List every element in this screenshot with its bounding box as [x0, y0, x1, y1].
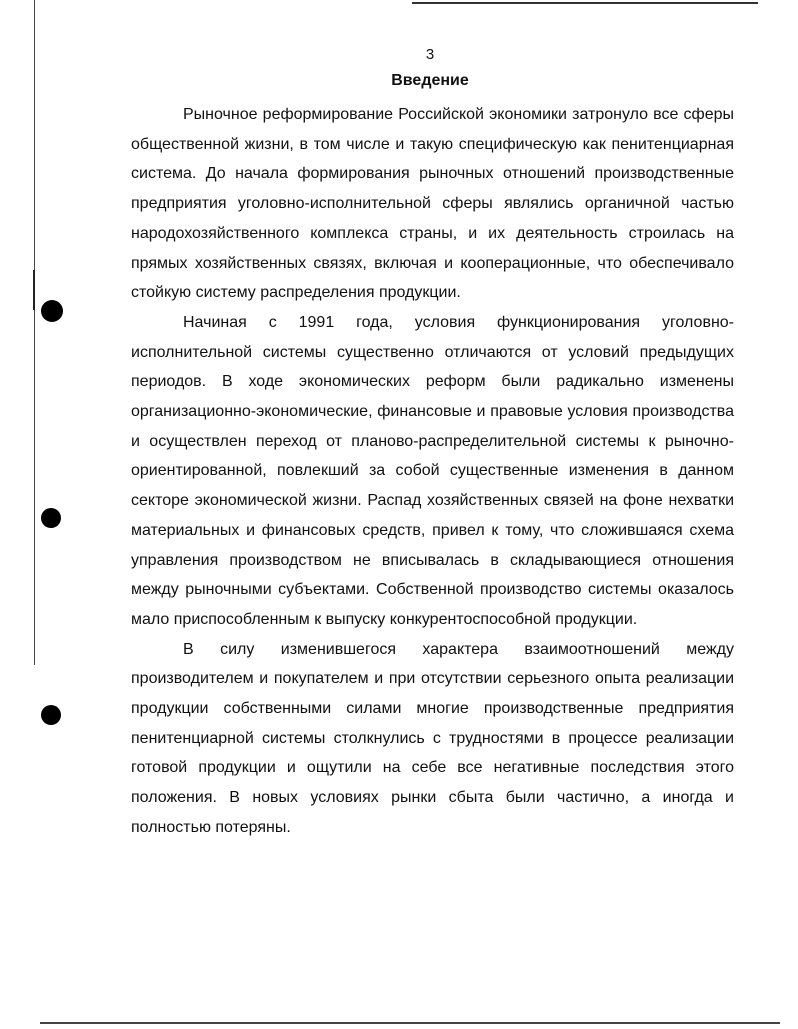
- body-text: [131, 100, 734, 843]
- section-heading: Введение: [391, 72, 469, 89]
- paragraph-2: Начиная с 1991 года, условия функционирования уголовно-исполнительной системы существенно отличаются от условий предыдущих периодов. В ходе экономических реформ были радикально изменены организационно-экономические, финансовые и правовые условия производства и осуществлен переход от планово-распределительной системы к рыночно-ориентированной, повлекший за собой существенные изменения в данном секторе экономической жизни. Распад хозяйственных связей на фоне нехватки материальных и финансовых средств, привел к тому, что сложившаяся схема управления производством не вписывалась в складывающиеся отношения между рыночными субъектами. Собственной производство системы оказалось мало приспособленным к выпуску конкурентоспособной продукции.: [131, 313, 734, 628]
- binder-hole-middle: [41, 508, 61, 528]
- page-number: 3: [425, 46, 435, 63]
- paragraph-1: Рыночное реформирование Российской экономики затронуло все сферы общественной жизни, в том числе и такую специфическую как пенитенциарная система. До начала формирования рыночных отношений производственные предприятия уголовно-исполнительной сферы являлись органичной частью народохозяйственного комплекса страны, и их деятельность строилась на прямых хозяйственных связях, включая и кооперационные, что обеспечивало стойкую систему распределения продукции.: [131, 106, 734, 302]
- binder-hole-bottom: [41, 705, 61, 725]
- scan-left-edge-mark: [33, 270, 35, 310]
- scan-left-edge-line: [34, 0, 35, 665]
- binder-hole-top: [41, 300, 63, 322]
- paragraph-3: В силу изменившегося характера взаимоотношений между производителем и покупателем и при отсутствии серьезного опыта реализации продукции собственными силами многие производственные предприятия пенитенциарной системы столкнулись с трудностями в процессе реализации готовой продукции и ощутили на себе все негативные последствия этого положения. В новых условиях рынки сбыта были частично, а иногда и полностью потеряны.: [131, 640, 734, 836]
- scan-top-rule: [412, 2, 758, 4]
- scan-bottom-rule: [40, 1022, 780, 1024]
